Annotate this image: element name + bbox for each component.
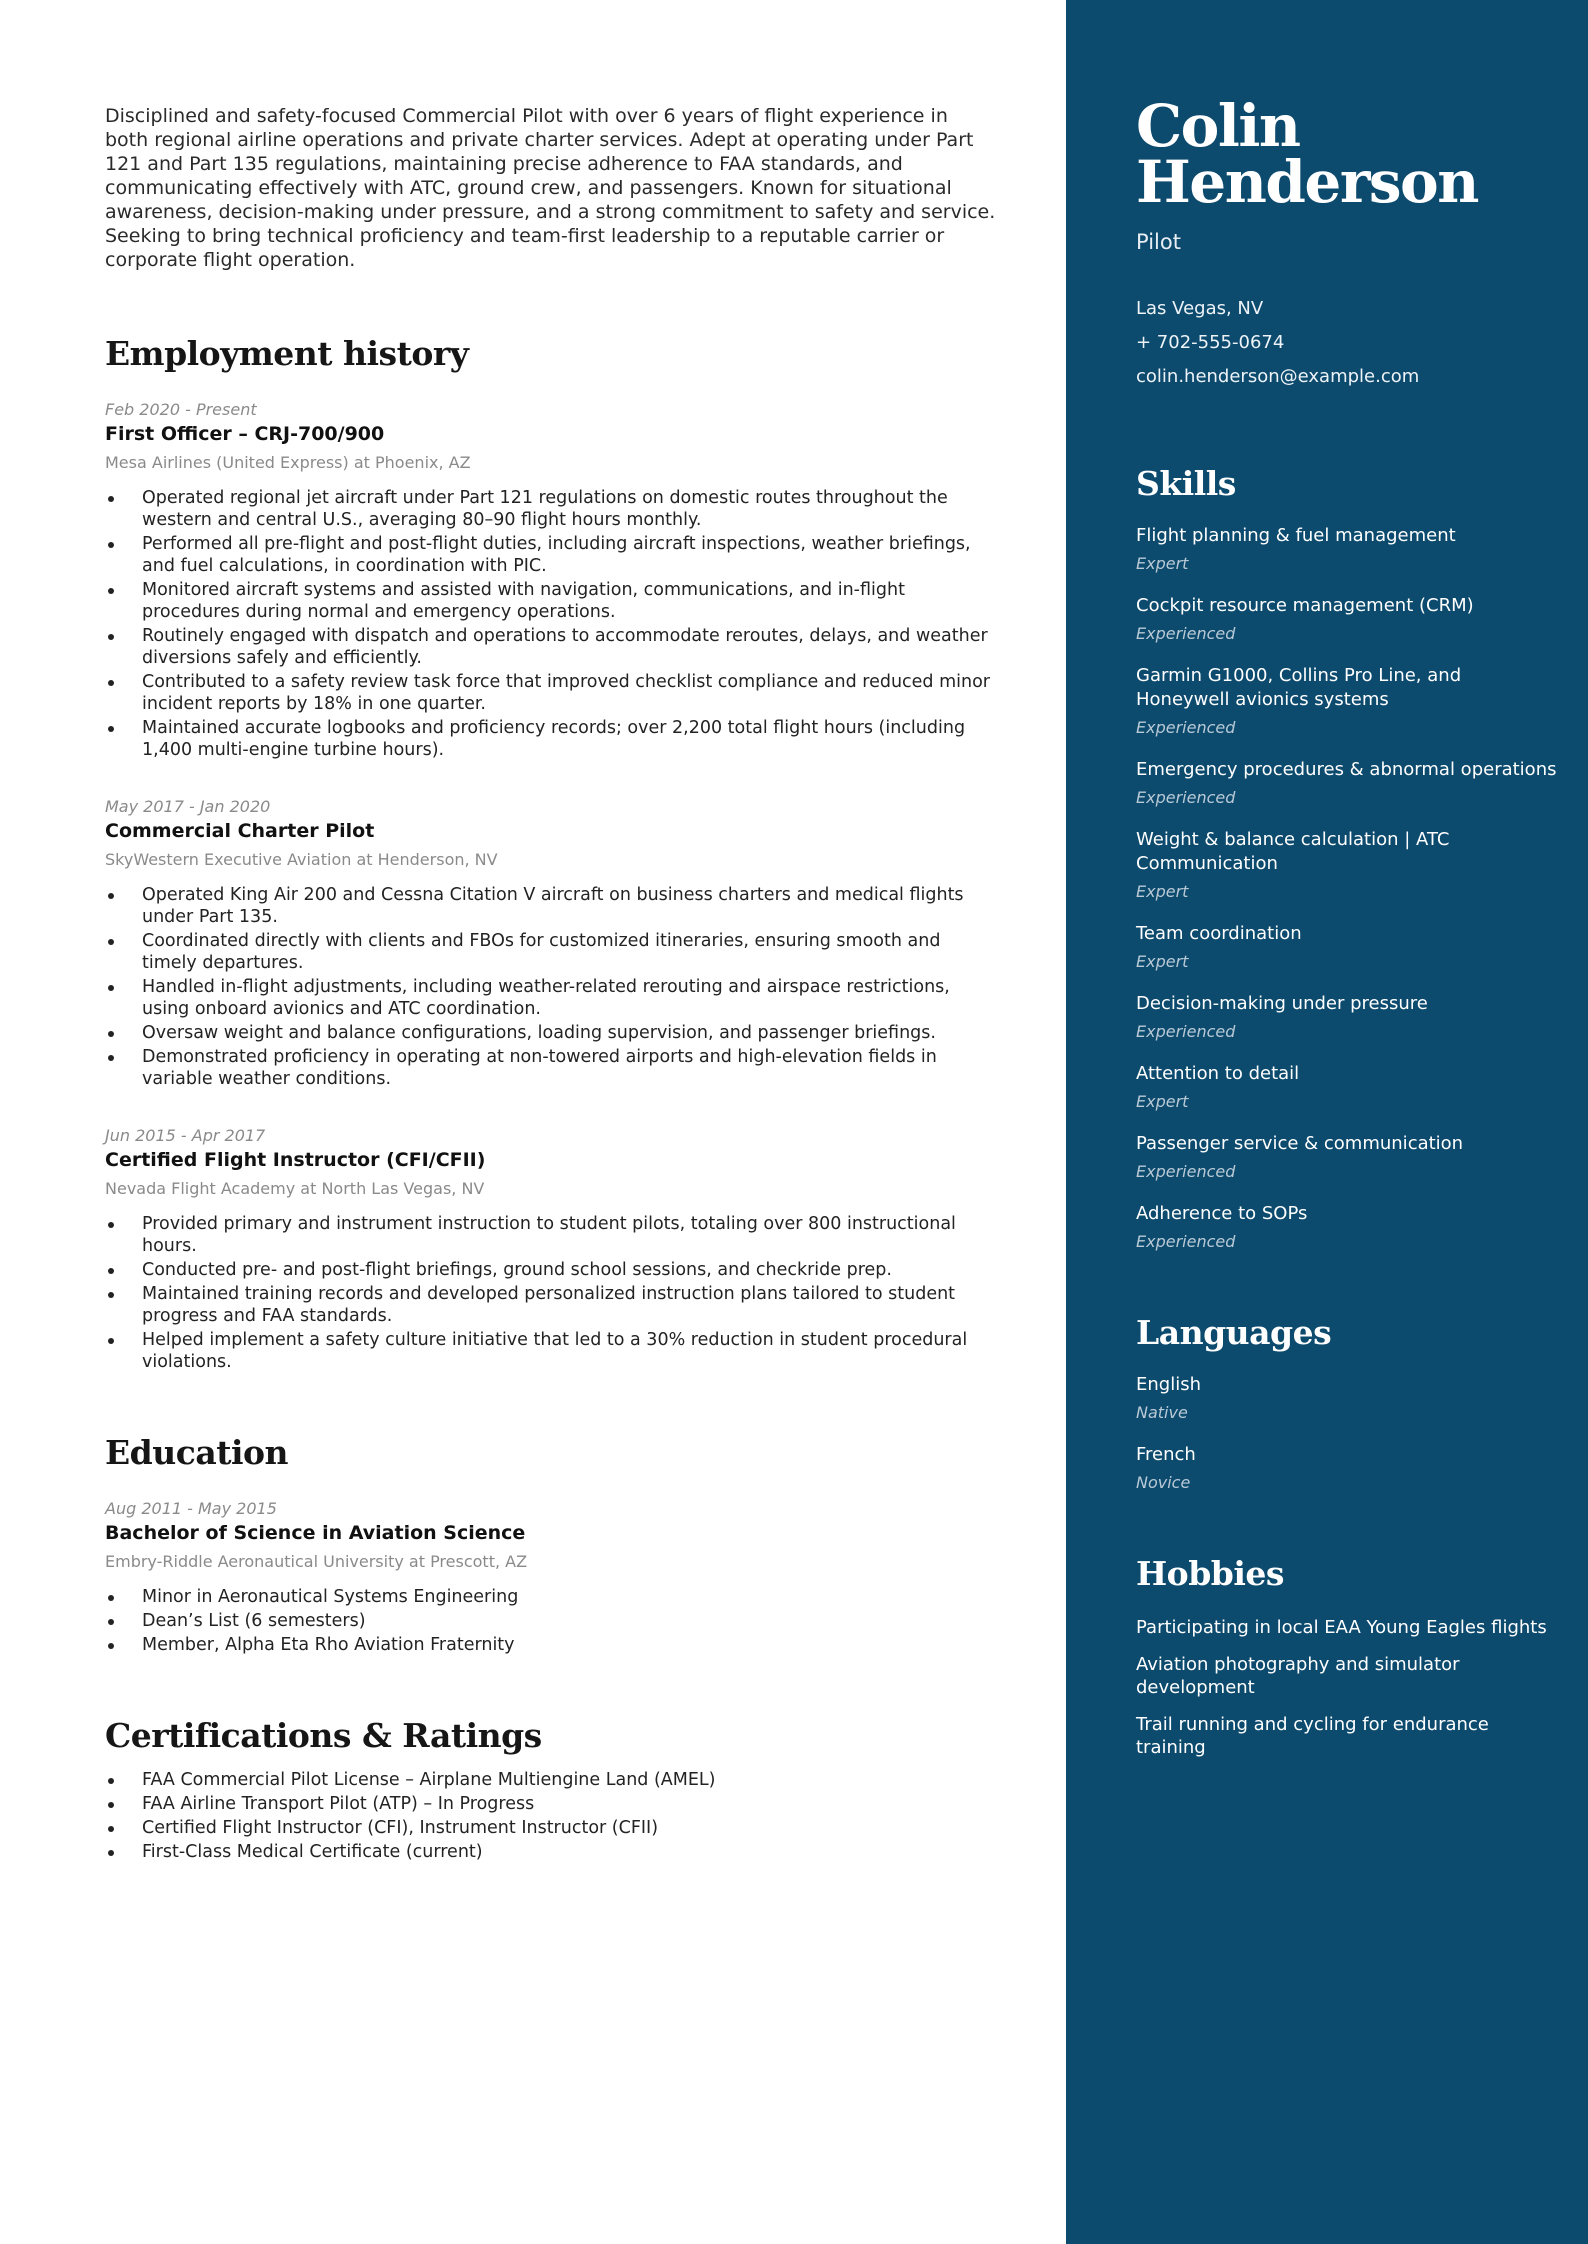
list-item: Helped implement a safety culture initiative that led to a 30% reduction in student procedural violations. (105, 1329, 996, 1373)
education-bullets (105, 1586, 996, 1656)
skill-item (1136, 594, 1558, 645)
list-item: FAA Commercial Pilot License – Airplane Multiengine Land (AMEL) (105, 1769, 996, 1791)
language-name: English (1136, 1374, 1201, 1395)
list-item: Provided primary and instrument instruction to student pilots, totaling over 800 instructional hours. (105, 1213, 996, 1257)
list-item: Routinely engaged with dispatch and operations to accommodate reroutes, delays, and weather diversions safely and efficiently. (105, 625, 996, 669)
job-entry (105, 797, 996, 1090)
skill-level: Experienced (1136, 1232, 1236, 1251)
list-item: Maintained accurate logbooks and proficiency records; over 2,200 total flight hours (including 1,400 multi-engine turbine hours). (105, 717, 996, 761)
certifications-list (105, 1769, 996, 1863)
skill-level: Experienced (1136, 1022, 1236, 1041)
employment-heading: Employment history (105, 334, 469, 373)
list-item: First-Class Medical Certificate (current) (105, 1841, 996, 1863)
language-level: Native (1136, 1403, 1188, 1422)
list-item: Maintained training records and developed personalized instruction plans tailored to student progress and FAA standards. (105, 1283, 996, 1327)
skill-name: Flight planning & fuel management (1136, 525, 1456, 546)
job-bullets (105, 884, 996, 1090)
profile-summary: Disciplined and safety-focused Commercial Pilot with over 6 years of flight experience in both regional airline operations and private charter services. Adept at operating under Part 121 and Part 135 regulations, maintaining precise adherence to FAA standards, and communicating effectively with ATC, ground crew, and passengers. Known for situational awareness, decision-making under pressure, and a strong commitment to safety and service. Seeking to bring technical proficiency and team-first leadership to a reputable carrier or corporate flight operation. (105, 105, 996, 271)
skill-level: Expert (1136, 952, 1189, 971)
languages-heading: Languages (1136, 1313, 1332, 1352)
hobby-item: Trail running and cycling for endurance training (1136, 1714, 1489, 1758)
job-date: May 2017 - Jan 2020 (105, 797, 271, 816)
language-item (1136, 1373, 1558, 1424)
skill-item (1136, 524, 1558, 575)
job-label: Pilot (1136, 230, 1181, 254)
skills-list (1136, 524, 1558, 1253)
skills-heading: Skills (1136, 464, 1236, 503)
language-level: Novice (1136, 1473, 1191, 1492)
list-item: Minor in Aeronautical Systems Engineering (105, 1586, 996, 1608)
hobbies-heading: Hobbies (1136, 1554, 1284, 1593)
skill-item (1136, 828, 1558, 903)
list-item: Demonstrated proficiency in operating at non-towered airports and high-elevation fields in variable weather conditions. (105, 1046, 996, 1090)
skill-item (1136, 758, 1558, 809)
skill-level: Experienced (1136, 624, 1236, 643)
list-item: Handled in-flight adjustments, including weather-related rerouting and airspace restrictions, using onboard avionics and ATC coordination. (105, 976, 996, 1020)
skill-name: Attention to detail (1136, 1063, 1300, 1084)
skill-item (1136, 992, 1558, 1043)
education-heading: Education (105, 1433, 288, 1472)
job-company: Mesa Airlines (United Express) at Phoenix, AZ (105, 453, 471, 472)
job-date: Feb 2020 - Present (105, 400, 257, 419)
list-item: Performed all pre-flight and post-flight duties, including aircraft inspections, weather briefings, and fuel calculations, in coordination with PIC. (105, 533, 996, 577)
job-title: Certified Flight Instructor (CFI/CFII) (105, 1149, 486, 1171)
list-item: Coordinated directly with clients and FBOs for customized itineraries, ensuring smooth and timely departures. (105, 930, 996, 974)
list-item: FAA Airline Transport Pilot (ATP) – In Progress (105, 1793, 996, 1815)
list-item: Oversaw weight and balance configurations, loading supervision, and passenger briefings. (105, 1022, 996, 1044)
skill-name: Garmin G1000, Collins Pro Line, and Honeywell avionics systems (1136, 665, 1462, 710)
skill-name: Weight & balance calculation | ATC Communication (1136, 829, 1450, 874)
sidebar (1066, 0, 1588, 2244)
list-item: Contributed to a safety review task force that improved checklist compliance and reduced minor incident reports by 18% in one quarter. (105, 671, 996, 715)
education-entry (105, 1499, 996, 1656)
job-company: Nevada Flight Academy at North Las Vegas, NV (105, 1179, 485, 1198)
list-item: Member, Alpha Eta Rho Aviation Fraternity (105, 1634, 996, 1656)
school-name: Embry-Riddle Aeronautical University at Prescott, AZ (105, 1552, 528, 1571)
list-item: Dean’s List (6 semesters) (105, 1610, 996, 1632)
candidate-name (1136, 92, 1558, 216)
skill-level: Expert (1136, 882, 1189, 901)
skill-item (1136, 1202, 1558, 1253)
skill-name: Emergency procedures & abnormal operations (1136, 759, 1557, 780)
hobby-item: Participating in local EAA Young Eagles flights (1136, 1617, 1547, 1638)
skill-level: Expert (1136, 1092, 1189, 1111)
job-company: SkyWestern Executive Aviation at Henderson, NV (105, 850, 498, 869)
skill-level: Experienced (1136, 788, 1236, 807)
language-name: French (1136, 1444, 1196, 1465)
email-link[interactable]: colin.henderson@example.com (1136, 366, 1420, 387)
skill-level: Experienced (1136, 1162, 1236, 1181)
skill-item (1136, 1132, 1558, 1183)
job-title: Commercial Charter Pilot (105, 820, 375, 842)
skill-level: Experienced (1136, 718, 1236, 737)
list-item: Certified Flight Instructor (CFI), Instrument Instructor (CFII) (105, 1817, 996, 1839)
job-bullets (105, 1213, 996, 1373)
first-name: Colin (1136, 92, 1300, 160)
list-item: Operated King Air 200 and Cessna Citation V aircraft on business charters and medical flights under Part 135. (105, 884, 996, 928)
skill-name: Team coordination (1136, 923, 1302, 944)
job-entry (105, 400, 996, 761)
skill-name: Adherence to SOPs (1136, 1203, 1308, 1224)
contact-info (1136, 292, 1558, 394)
job-entry (105, 1126, 996, 1373)
phone-text: + 702-555-0674 (1136, 332, 1285, 353)
hobbies-list (1136, 1616, 1558, 1759)
skill-name: Cockpit resource management (CRM) (1136, 595, 1474, 616)
skill-item (1136, 922, 1558, 973)
last-name: Henderson (1136, 148, 1478, 216)
languages-list (1136, 1373, 1558, 1494)
list-item: Monitored aircraft systems and assisted with navigation, communications, and in-flight procedures during normal and emergency operations. (105, 579, 996, 623)
skill-name: Passenger service & communication (1136, 1133, 1464, 1154)
list-item: Conducted pre- and post-flight briefings, ground school sessions, and checkride prep. (105, 1259, 996, 1281)
job-title: First Officer – CRJ-700/900 (105, 423, 385, 445)
skill-item (1136, 664, 1558, 739)
degree-title: Bachelor of Science in Aviation Science (105, 1522, 526, 1544)
skill-name: Decision-making under pressure (1136, 993, 1428, 1014)
job-bullets (105, 487, 996, 761)
language-item (1136, 1443, 1558, 1494)
job-date: Jun 2015 - Apr 2017 (105, 1126, 266, 1145)
list-item: Operated regional jet aircraft under Part 121 regulations on domestic routes throughout the western and central U.S., averaging 80–90 flight hours monthly. (105, 487, 996, 531)
education-date: Aug 2011 - May 2015 (105, 1499, 277, 1518)
location-text: Las Vegas, NV (1136, 298, 1264, 319)
hobby-item: Aviation photography and simulator development (1136, 1654, 1460, 1698)
certifications-heading: Certifications & Ratings (105, 1716, 542, 1755)
skill-level: Expert (1136, 554, 1189, 573)
skill-item (1136, 1062, 1558, 1113)
